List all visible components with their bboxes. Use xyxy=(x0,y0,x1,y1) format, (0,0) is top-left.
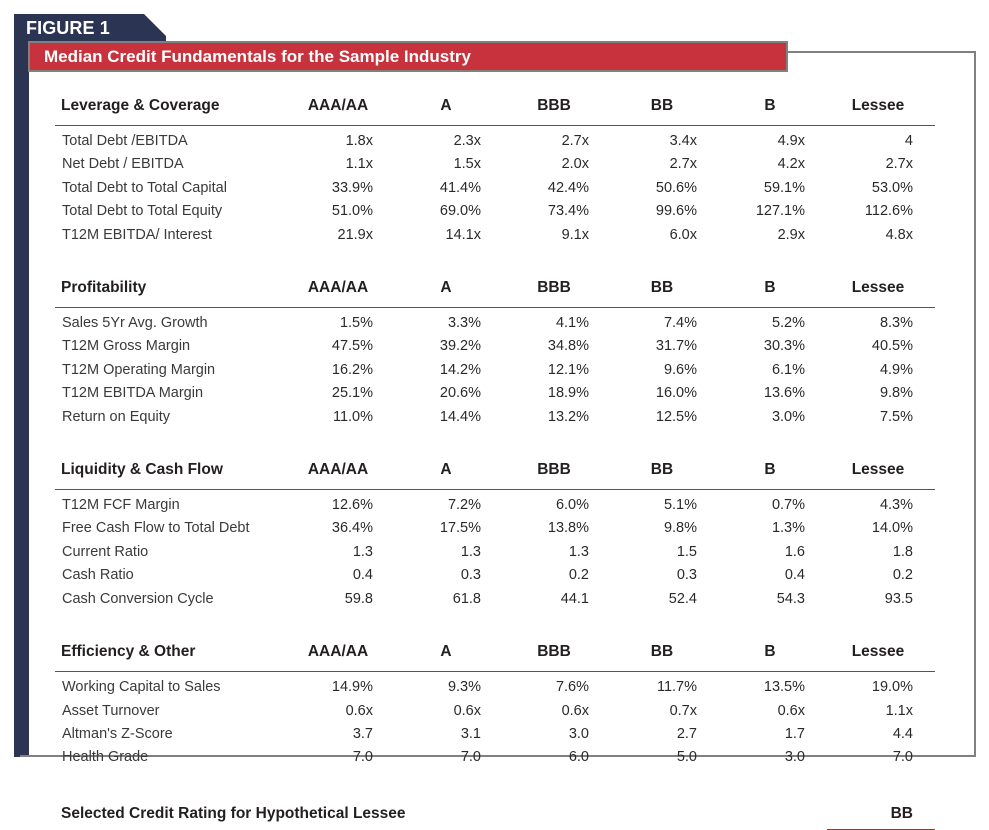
row-value: 69.0% xyxy=(439,203,481,220)
row-value: 0.6x xyxy=(345,702,373,719)
fundamentals-table xyxy=(55,96,935,830)
row-label: Total Debt /EBITDA xyxy=(62,133,188,149)
column-header-b: B xyxy=(719,460,827,490)
section-title: Liquidity & Cash Flow xyxy=(55,460,287,490)
row-value: 73.4% xyxy=(547,203,589,220)
column-header-lessee: Lessee xyxy=(827,278,935,308)
row-value: 13.6% xyxy=(763,385,805,402)
row-value: 3.0% xyxy=(771,408,805,425)
table-row xyxy=(55,200,935,223)
column-header-bbb: BBB xyxy=(503,642,611,672)
row-label: Sales 5Yr Avg. Growth xyxy=(62,315,208,332)
row-label: Current Ratio xyxy=(62,543,149,560)
section-header-row xyxy=(55,278,935,308)
table-row xyxy=(55,564,935,587)
row-value: 7.0 xyxy=(892,749,913,766)
row-value: 14.0% xyxy=(871,520,913,537)
row-value: 59.1% xyxy=(763,179,805,196)
row-value: 3.0 xyxy=(568,725,589,742)
column-header-a: A xyxy=(395,642,503,672)
column-header-bb: BB xyxy=(611,278,719,308)
column-header-b: B xyxy=(719,278,827,308)
row-value: 99.6% xyxy=(655,203,697,220)
section-header-row xyxy=(55,96,935,126)
row-value: 53.0% xyxy=(871,179,913,196)
row-value: 7.4% xyxy=(663,315,697,332)
column-header-bb: BB xyxy=(611,96,719,126)
table-row xyxy=(55,335,935,358)
row-value: 9.3% xyxy=(447,679,481,696)
row-value: 20.6% xyxy=(439,385,481,402)
section-spacer xyxy=(55,611,935,642)
row-value: 50.6% xyxy=(655,179,697,196)
section-header-row xyxy=(55,642,935,672)
column-header-a: A xyxy=(395,278,503,308)
row-label: T12M Gross Margin xyxy=(62,338,191,355)
section-header-row xyxy=(55,460,935,490)
row-value: 6.0% xyxy=(555,497,589,514)
row-value: 4.2x xyxy=(777,156,805,173)
table-row xyxy=(55,494,935,517)
column-header-aaa-aa: AAA/AA xyxy=(287,460,395,490)
row-value: 14.2% xyxy=(439,361,481,378)
table-row xyxy=(55,153,935,176)
row-label: Cash Ratio xyxy=(62,567,134,584)
row-label: Total Debt to Total Capital xyxy=(62,179,227,196)
row-value: 21.9x xyxy=(337,226,373,243)
row-value: 0.3 xyxy=(460,567,481,584)
row-value: 6.0x xyxy=(669,226,697,243)
row-value: 51.0% xyxy=(331,203,373,220)
column-header-aaa-aa: AAA/AA xyxy=(287,96,395,126)
section-title: Profitability xyxy=(55,278,287,308)
table-row xyxy=(55,676,935,699)
table-row xyxy=(55,130,935,153)
row-value: 2.7x xyxy=(669,156,697,173)
row-value: 5.1% xyxy=(663,497,697,514)
table-row xyxy=(55,359,935,382)
table-row xyxy=(55,224,935,247)
figure-title: Median Credit Fundamentals for the Sample Industry xyxy=(44,47,471,66)
row-value: 11.7% xyxy=(656,679,697,696)
column-header-bb: BB xyxy=(611,460,719,490)
section-title: Leverage & Coverage xyxy=(55,96,287,126)
table-row xyxy=(55,746,935,769)
section-spacer xyxy=(55,429,935,460)
selected-rating-value: BB xyxy=(827,801,935,830)
row-value: 17.5% xyxy=(439,520,481,537)
row-value: 52.4 xyxy=(668,590,697,607)
row-value: 44.1 xyxy=(560,590,589,607)
row-value: 7.6% xyxy=(555,679,589,696)
row-value: 19.0% xyxy=(871,679,913,696)
selected-rating-empty xyxy=(611,801,719,830)
row-value: 14.1x xyxy=(445,226,481,243)
footer-spacer xyxy=(55,770,935,801)
table-row xyxy=(55,588,935,611)
section-title: Efficiency & Other xyxy=(55,642,287,672)
row-value: 4.9% xyxy=(879,361,913,378)
row-value: 0.7% xyxy=(771,497,805,514)
row-label: Return on Equity xyxy=(62,408,171,425)
column-header-b: B xyxy=(719,96,827,126)
table-row xyxy=(55,723,935,746)
row-value: 0.6x xyxy=(561,702,589,719)
row-value: 1.5% xyxy=(339,315,373,332)
row-value: 16.0% xyxy=(655,385,697,402)
row-value: 1.5 xyxy=(676,543,697,560)
row-value: 41.4% xyxy=(439,179,481,196)
table-row xyxy=(55,406,935,429)
row-value: 1.6 xyxy=(784,543,805,560)
row-value: 33.9% xyxy=(331,179,373,196)
selected-rating-row xyxy=(55,801,935,830)
row-label: T12M EBITDA Margin xyxy=(62,385,204,402)
row-value: 3.7 xyxy=(352,725,373,742)
row-value: 3.3% xyxy=(447,315,481,332)
row-value: 13.5% xyxy=(763,679,805,696)
row-value: 9.8% xyxy=(879,385,913,402)
row-value: 0.6x xyxy=(777,702,805,719)
column-header-lessee: Lessee xyxy=(827,642,935,672)
row-label: Health Grade xyxy=(62,749,149,766)
row-label: T12M Operating Margin xyxy=(62,361,216,378)
row-value: 2.9x xyxy=(777,226,805,243)
row-value: 1.3% xyxy=(771,520,805,537)
row-value: 0.4 xyxy=(352,567,373,584)
row-label: Total Debt to Total Equity xyxy=(62,203,223,220)
row-value: 42.4% xyxy=(547,179,589,196)
fundamentals-table-wrap xyxy=(55,96,935,830)
row-value: 3.0 xyxy=(784,749,805,766)
column-header-lessee: Lessee xyxy=(827,460,935,490)
row-value: 54.3 xyxy=(776,590,805,607)
row-value: 12.1% xyxy=(547,361,589,378)
row-value: 127.1% xyxy=(755,203,805,220)
figure-tab-label: FIGURE 1 xyxy=(26,18,110,38)
row-label: T12M FCF Margin xyxy=(62,497,180,514)
row-value: 4.8x xyxy=(885,226,913,243)
row-value: 1.8x xyxy=(345,133,373,149)
row-value: 0.4 xyxy=(784,567,805,584)
row-value: 13.2% xyxy=(547,408,589,425)
table-row xyxy=(55,177,935,200)
selected-rating-empty xyxy=(719,801,827,830)
row-value: 7.2% xyxy=(447,497,481,514)
row-value: 16.2% xyxy=(331,361,373,378)
selected-rating-empty xyxy=(503,801,611,830)
row-value: 1.7 xyxy=(784,725,805,742)
table-row xyxy=(55,541,935,564)
row-value: 5.0 xyxy=(676,749,697,766)
row-label: Asset Turnover xyxy=(62,702,160,719)
row-value: 36.4% xyxy=(331,520,373,537)
row-value: 7.0 xyxy=(460,749,481,766)
row-label: Free Cash Flow to Total Debt xyxy=(62,520,250,537)
column-header-a: A xyxy=(395,96,503,126)
row-label: T12M EBITDA/ Interest xyxy=(62,226,212,243)
selected-rating-label: Selected Credit Rating for Hypothetical Lessee xyxy=(61,804,406,822)
row-value: 3.4x xyxy=(669,133,697,149)
row-value: 12.6% xyxy=(331,497,373,514)
row-value: 112.6% xyxy=(864,203,913,220)
column-header-a: A xyxy=(395,460,503,490)
row-value: 0.2 xyxy=(568,567,589,584)
column-header-lessee: Lessee xyxy=(827,96,935,126)
frame-top-rule xyxy=(788,51,976,53)
row-value: 1.3 xyxy=(568,543,589,560)
row-value: 0.6x xyxy=(453,702,481,719)
row-value: 2.0x xyxy=(561,156,589,173)
row-value: 1.1x xyxy=(885,702,913,719)
row-value: 2.7x xyxy=(561,133,589,149)
row-value: 4 xyxy=(904,133,913,149)
row-value: 18.9% xyxy=(547,385,589,402)
row-value: 4.1% xyxy=(555,315,589,332)
row-value: 9.8% xyxy=(663,520,697,537)
row-value: 40.5% xyxy=(871,338,913,355)
row-value: 12.5% xyxy=(655,408,697,425)
row-value: 3.1 xyxy=(460,725,481,742)
row-label: Altman's Z-Score xyxy=(62,725,173,742)
row-value: 9.6% xyxy=(663,361,697,378)
row-value: 0.3 xyxy=(676,567,697,584)
column-header-aaa-aa: AAA/AA xyxy=(287,278,395,308)
row-value: 0.2 xyxy=(892,567,913,584)
row-label: Working Capital to Sales xyxy=(62,679,221,696)
section-spacer xyxy=(55,247,935,278)
row-value: 39.2% xyxy=(439,338,481,355)
row-value: 25.1% xyxy=(331,385,373,402)
column-header-bbb: BBB xyxy=(503,460,611,490)
row-value: 93.5 xyxy=(884,590,913,607)
row-value: 1.8 xyxy=(892,543,913,560)
column-header-bbb: BBB xyxy=(503,278,611,308)
row-value: 4.4 xyxy=(892,725,913,742)
row-value: 61.8 xyxy=(452,590,481,607)
row-value: 2.3x xyxy=(453,133,481,149)
row-value: 5.2% xyxy=(771,315,805,332)
row-value: 7.0 xyxy=(352,749,373,766)
row-value: 1.5x xyxy=(453,156,481,173)
row-value: 4.9x xyxy=(777,133,805,149)
frame-right-rule xyxy=(974,51,976,757)
row-value: 2.7x xyxy=(885,156,913,173)
row-value: 1.1x xyxy=(345,156,373,173)
row-value: 8.3% xyxy=(879,315,913,332)
row-label: Cash Conversion Cycle xyxy=(62,590,214,607)
row-value: 0.7x xyxy=(669,702,697,719)
column-header-bbb: BBB xyxy=(503,96,611,126)
row-label: Net Debt / EBITDA xyxy=(62,156,184,173)
row-value: 31.7% xyxy=(655,338,697,355)
column-header-aaa-aa: AAA/AA xyxy=(287,642,395,672)
navy-left-spine xyxy=(14,14,29,757)
row-value: 11.0% xyxy=(332,408,373,425)
row-value: 2.7 xyxy=(676,725,697,742)
row-value: 4.3% xyxy=(879,497,913,514)
row-value: 1.3 xyxy=(352,543,373,560)
column-header-b: B xyxy=(719,642,827,672)
row-value: 14.4% xyxy=(439,408,481,425)
row-value: 30.3% xyxy=(763,338,805,355)
row-value: 7.5% xyxy=(879,408,913,425)
row-value: 34.8% xyxy=(547,338,589,355)
column-header-bb: BB xyxy=(611,642,719,672)
row-value: 6.1% xyxy=(771,361,805,378)
row-value: 9.1x xyxy=(561,226,589,243)
table-row xyxy=(55,312,935,335)
row-value: 14.9% xyxy=(331,679,373,696)
row-value: 47.5% xyxy=(331,338,373,355)
table-row xyxy=(55,517,935,540)
row-value: 1.3 xyxy=(460,543,481,560)
row-value: 13.8% xyxy=(547,520,589,537)
table-row xyxy=(55,700,935,723)
row-value: 6.0 xyxy=(568,749,589,766)
row-value: 59.8 xyxy=(344,590,373,607)
selected-rating-empty xyxy=(287,801,395,830)
selected-rating-empty xyxy=(395,801,503,830)
table-row xyxy=(55,382,935,405)
